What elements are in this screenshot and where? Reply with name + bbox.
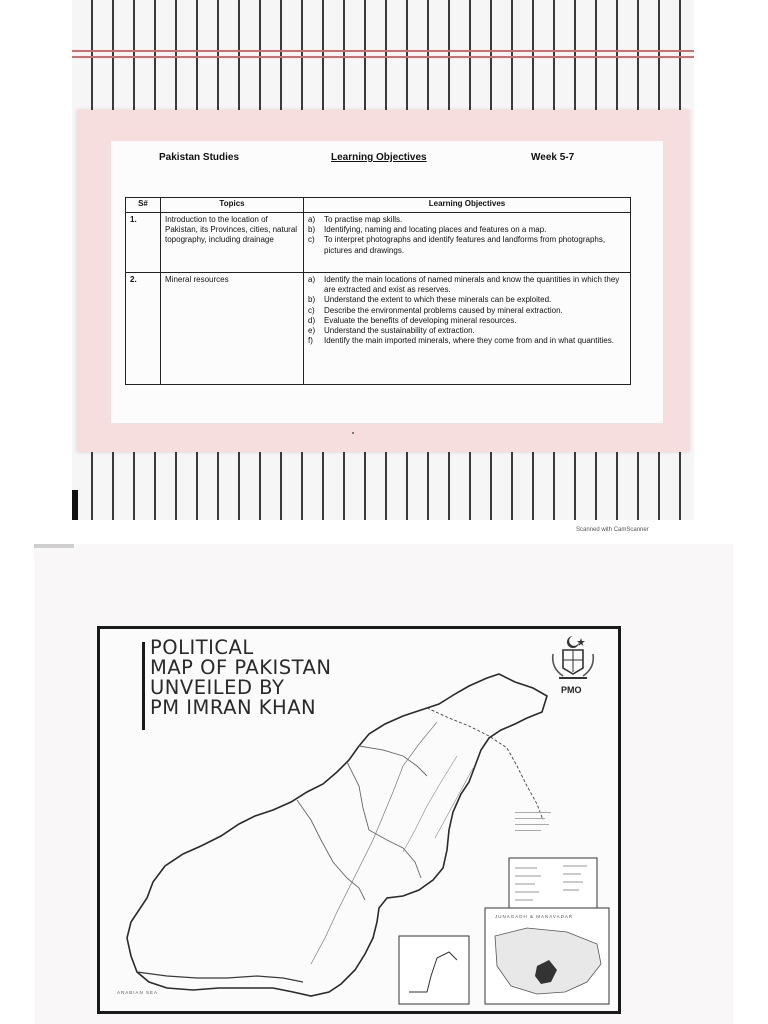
row-topic: Mineral resources xyxy=(161,273,304,385)
objective-letter: d) xyxy=(308,315,316,325)
objective-letter: c) xyxy=(308,305,315,315)
province-boundary xyxy=(347,762,421,878)
objective-item xyxy=(308,225,626,235)
objective-item xyxy=(308,275,626,295)
table-header-row xyxy=(126,198,631,213)
map-headline xyxy=(150,638,410,718)
margin-line xyxy=(72,56,694,58)
objective-item xyxy=(308,316,626,326)
scanner-watermark: Scanned with CamScanner xyxy=(576,527,649,533)
objective-text: Identify the main locations of named minerals and know the quantities in which they are extracted and exist as reserves. xyxy=(324,275,620,295)
week-label: Week 5-7 xyxy=(531,152,575,163)
row-objectives xyxy=(304,213,631,273)
country-outline xyxy=(127,674,547,996)
document-title: Learning Objectives xyxy=(331,152,427,163)
objective-letter: a) xyxy=(308,215,316,224)
header-sn: S# xyxy=(126,198,161,213)
photo-edge-shadow xyxy=(34,544,74,548)
objective-item xyxy=(308,336,626,346)
objective-list xyxy=(308,275,626,346)
subject-heading: Pakistan Studies xyxy=(159,152,240,163)
page-edge-shadow xyxy=(72,490,78,520)
map-inset-sir-creek xyxy=(399,936,469,1004)
objective-list xyxy=(308,215,626,256)
header-topics: Topics xyxy=(161,198,304,213)
table-row xyxy=(126,213,631,273)
objective-text: Identify the main imported minerals, where they come from and in what quantities. xyxy=(324,336,614,346)
row-objectives xyxy=(304,273,631,385)
headline-line: PM IMRAN KHAN xyxy=(150,696,317,719)
objective-letter: e) xyxy=(308,326,316,336)
paper-speck xyxy=(352,432,354,434)
objective-text: To practise map skills. xyxy=(324,215,403,224)
objective-item xyxy=(308,326,626,336)
state-emblem-icon xyxy=(545,632,601,684)
inset-title: JUNAGADH & MANAVADAR xyxy=(495,914,574,919)
header-objectives: Learning Objectives xyxy=(304,198,631,213)
sea-label: ARABIAN SEA xyxy=(117,990,159,995)
headline-line: UNVEILED BY xyxy=(150,676,285,699)
objective-letter: b) xyxy=(308,225,316,235)
province-boundary xyxy=(359,746,427,776)
annotation-dots xyxy=(515,812,551,831)
objective-item xyxy=(308,295,626,305)
learning-objectives-table xyxy=(125,197,631,385)
objective-letter: b) xyxy=(308,295,316,305)
objective-text: Describe the environmental problems caused by mineral extraction. xyxy=(324,305,563,315)
objective-text: Understand the extent to which these minerals can be exploited. xyxy=(324,295,552,305)
objective-text: Identifying, naming and locating places and features on a map. xyxy=(324,225,547,235)
objective-text: Understand the sustainability of extraction. xyxy=(324,326,475,336)
table-row xyxy=(126,273,631,385)
row-topic: Introduction to the location of Pakistan, its Provinces, cities, natural topography, including drainage xyxy=(161,213,304,273)
row-number: 1. xyxy=(126,213,161,273)
headline-line: MAP OF PAKISTAN xyxy=(150,656,332,679)
worksheet-document xyxy=(111,141,663,423)
objective-letter: f) xyxy=(308,336,313,346)
objective-item xyxy=(308,215,626,225)
map-legend-box xyxy=(509,858,597,908)
objective-item xyxy=(308,306,626,316)
margin-line xyxy=(72,50,694,52)
objective-letter: a) xyxy=(308,275,316,284)
province-boundary xyxy=(297,800,365,900)
objective-item xyxy=(308,235,626,255)
objective-text: To interpret photographs and identify features and landforms from photographs, pictures and drawings. xyxy=(324,235,606,255)
coastline xyxy=(137,972,303,982)
disputed-boundary xyxy=(427,708,543,820)
headline-line: POLITICAL xyxy=(150,636,254,659)
headline-accent-bar xyxy=(142,642,145,730)
objective-letter: c) xyxy=(308,235,315,245)
pmo-label: PMO xyxy=(561,685,582,695)
objective-text: Evaluate the benefits of developing mineral resources. xyxy=(324,315,517,325)
row-number: 2. xyxy=(126,273,161,385)
river-indus xyxy=(311,722,437,964)
river-tributary xyxy=(435,768,473,838)
